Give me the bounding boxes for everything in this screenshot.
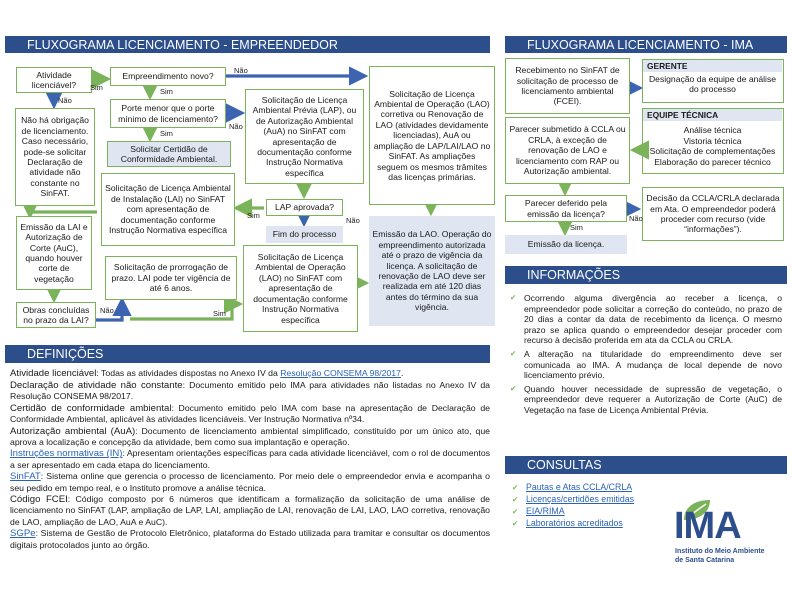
header-definicoes: DEFINIÇÕES — [5, 345, 490, 363]
label-sim-atividade: Sim — [90, 83, 103, 92]
link-sinfat[interactable]: SinFAT — [10, 471, 41, 483]
equipe-title: EQUIPE TÉCNICA — [643, 109, 782, 121]
link-resolucao-consema[interactable]: Resolução CONSEMA 98/2017 — [280, 368, 401, 378]
def-term: Código FCEI — [10, 494, 68, 506]
info-item: ✔ Quando houver necessidade de supressão de vegetação, o empreendedor deve requerer a Autorização de Corte (AuC) de Vegetação na fase de Licença Ambiental Prévia. — [510, 384, 782, 416]
def-term: Autorização ambiental (AuA) — [10, 425, 136, 437]
def-7 — [10, 528, 490, 550]
label-nao-obras: Não — [100, 306, 114, 315]
def-4 — [10, 448, 490, 470]
empreendimento-novo-box: Empreendimento novo? — [110, 67, 226, 86]
label-nao-deferido: Não — [629, 214, 643, 223]
nao-ha-obrigacao-box: Não há obrigação de licenciamento. Caso necessário, pode-se solicitar Declaração de atividade não constante no SinFAT. — [15, 108, 95, 206]
def-text: : Apresentam orientações específicas para cada atividade licenciável, com o rol de documentos a ser apresentado em cada etapa do licenciamento. — [10, 448, 490, 470]
def-term: Declaração de atividade não constante — [10, 379, 183, 391]
equipe-item: Elaboração do parecer técnico — [654, 156, 771, 167]
def-6 — [10, 494, 490, 528]
solicitacao-lao-box: Solicitação de Licença Ambiental de Operação (LAO) no SinFAT com apresentação de documentação conforme Instrução Normativa específica — [243, 245, 358, 332]
parecer-deferido-box: Parecer deferido pela emissão da licença? — [505, 195, 627, 222]
link-sgpe[interactable]: SGPe — [10, 528, 36, 540]
informacoes-list — [510, 293, 782, 419]
equipe-item: Solicitação de complementações — [649, 146, 776, 157]
header-informacoes: INFORMAÇÕES — [505, 266, 787, 284]
def-text: : Sistema online que gerencia o processo de licenciamento. Por meio dele o empreendedor envia e acompanha o seu pedido em tempo real, e o Instituto promove a análise técnica. — [10, 471, 490, 493]
equipe-box — [642, 108, 784, 174]
solicitacao-lap-box: Solicitação de Licença Ambiental Prévia (LAP), ou de Autorização Ambiental (AuA) no SinFAT com apresentação de documentação conforme Instrução Normativa específica — [245, 89, 364, 184]
link-pautas-atas[interactable]: Pautas e Atas CCLA/CRLA — [526, 482, 633, 492]
emissao-licenca-box: Emissão da licença. — [505, 235, 627, 254]
consultas-list — [512, 482, 672, 530]
header-consultas: CONSULTAS — [505, 456, 787, 474]
porte-menor-box: Porte menor que o porte mínimo de licenciamento? — [110, 99, 226, 128]
link-licencas-certidoes[interactable]: Licenças/certidões emitidas — [526, 493, 635, 504]
prorrogacao-box: Solicitação de prorrogação de prazo. LAI pode ter vigência de até 6 anos. — [105, 256, 237, 300]
label-sim-novo: Sim — [160, 87, 173, 96]
def-2 — [10, 403, 490, 425]
gerente-box — [642, 59, 784, 103]
fim-processo-box: Fim do processo — [266, 226, 343, 243]
equipe-items — [643, 125, 782, 167]
def-text: . — [400, 368, 404, 378]
label-nao-porte: Não — [229, 122, 243, 131]
label-nao-aprovada: Não — [346, 216, 360, 225]
logo-ima-text: IMA — [674, 505, 741, 547]
solicitar-certidao-box: Solicitar Certidão de Conformidade Ambiental. — [107, 141, 231, 167]
def-1 — [10, 380, 490, 402]
def-text: : Todas as atividades dispostas no Anexo IV da — [96, 368, 281, 378]
link-laboratorios[interactable]: Laboratórios acreditados — [526, 517, 623, 528]
def-text: : Código composto por 6 números que identificam a formalização da solicitação de uma análise de licenciamento no SinFAT (LAP, ampliação de LAP, LAI, ampliação de LAI, renovação de LAI, LAO, LAO corretiva, renovação de LAO, ampliação de LAO, AuA e AuC). — [10, 494, 490, 527]
atividade-licenciavel-box: Atividade licenciável? — [16, 67, 92, 93]
def-0 — [10, 368, 490, 379]
def-term: Certidão de conformidade ambiental — [10, 402, 172, 414]
def-term: Atividade licenciável — [10, 368, 97, 379]
decisao-box: Decisão da CCLA/CRLA declarada em Ata. O empreendedor poderá proceder com recurso (vide “informações”). — [642, 187, 784, 241]
def-text: : Sistema de Gestão de Protocolo Eletrônico, plataforma do Estado utilizada para tramitar e consultar os documentos digitais protocolados junto ao órgão. — [10, 528, 490, 550]
solicitacao-lai-box: Solicitação de Licença Ambiental de Instalação (LAI) no SinFAT com apresentação de documentação conforme Instrução Normativa específica — [101, 173, 235, 246]
parecer-submetido-box: Parecer submetido à CCLA ou CRLA, à exceção de renovação de LAO e licenciamento com RAP ou Autorização ambiental. — [505, 117, 630, 184]
link-instrucoes-normativas[interactable]: Instruções normativas (IN) — [10, 448, 123, 460]
label-sim-porte: Sim — [160, 129, 173, 138]
equipe-item: Análise técnica — [683, 125, 742, 135]
lap-aprovada-box: LAP aprovada? — [266, 199, 343, 216]
gerente-title: GERENTE — [643, 60, 782, 72]
def-text: : Documento de licenciamento ambiental simplificado, constituído por um único ato, que aprova a localização e concepção da atividade, bem como sua implantação e operação. — [10, 425, 490, 447]
label-sim-deferido: Sim — [570, 223, 583, 232]
info-item: ✔ A alteração na titularidade do empreendimento deve ser comunicada ao IMA. A mudança de local depende de novo licenciamento prévio. — [510, 349, 782, 381]
label-sim-aprovada: Sim — [247, 211, 260, 220]
header-ima: FLUXOGRAMA LICENCIAMENTO - IMA — [505, 36, 787, 53]
solicitacao-lao-corretiva-box: Solicitação de Licença Ambiental de Operação (LAO) corretiva ou Renovação de LAO (atividades devidamente licenciadas), AuA ou ampliação de LAP/LAI/LAO no SinFAT. As ampliações seguem os mesmos trâmites das licenças primárias. — [369, 66, 495, 205]
logo-subtitle-1: Instituto do Meio Ambiente — [675, 548, 765, 555]
def-text: : Documento emitido pelo IMA com base na apresentação de Declaração de Conformidade Ambiental, aplicável às atividades licenciáveis. Ver Instrução Normativa nº34. — [10, 402, 490, 424]
header-empreendedor: FLUXOGRAMA LICENCIAMENTO - EMPREENDEDOR — [5, 36, 490, 53]
def-5 — [10, 471, 490, 493]
gerente-text: Designação da equipe de análise do processo — [648, 74, 777, 95]
ima-logo — [672, 498, 787, 576]
label-nao-novo: Não — [234, 66, 248, 75]
obras-concluidas-box: Obras concluídas no prazo da LAI? — [16, 302, 96, 328]
label-sim-obras: Sim — [213, 309, 226, 318]
def-text: : Documento emitido pelo IMA para atividades não listadas no Anexo IV da Resolução CONSEMA 98/2017. — [10, 379, 491, 401]
def-3 — [10, 426, 490, 448]
logo-subtitle — [675, 548, 765, 565]
equipe-item: Vistoria técnica — [683, 135, 742, 146]
label-nao-atividade: Não — [58, 96, 72, 105]
logo-subtitle-2: de Santa Catarina — [675, 556, 735, 564]
emissao-lai-box: Emissão da LAI e Autorização de Corte (AuC), quando houver corte de vegetação — [16, 216, 92, 290]
definicoes-list — [10, 368, 490, 551]
recebimento-box: Recebimento no SinFAT de solicitação de processo de licenciamento ambiental (FCEI). — [505, 58, 630, 114]
link-eia-rima[interactable]: EIA/RIMA — [526, 505, 565, 516]
emissao-lao-box: Emissão da LAO. Operação do empreendimento autorizada até o prazo de vigência da licença. A solicitação de renovação de LAO deve ser realizada em até 120 dias antes do término da sua vigência. — [369, 216, 495, 326]
info-item: ✔ Ocorrendo alguma divergência ao receber a licença, o empreendedor pode solicitar a correção do conteúdo, no prazo de 20 dias a contar da data de recebimento da licença. O mesmo prazo se aplica quando o empreendedor desejar proceder com recurso à decisão proferida em ata da CCLA ou CRLA. — [510, 293, 782, 346]
